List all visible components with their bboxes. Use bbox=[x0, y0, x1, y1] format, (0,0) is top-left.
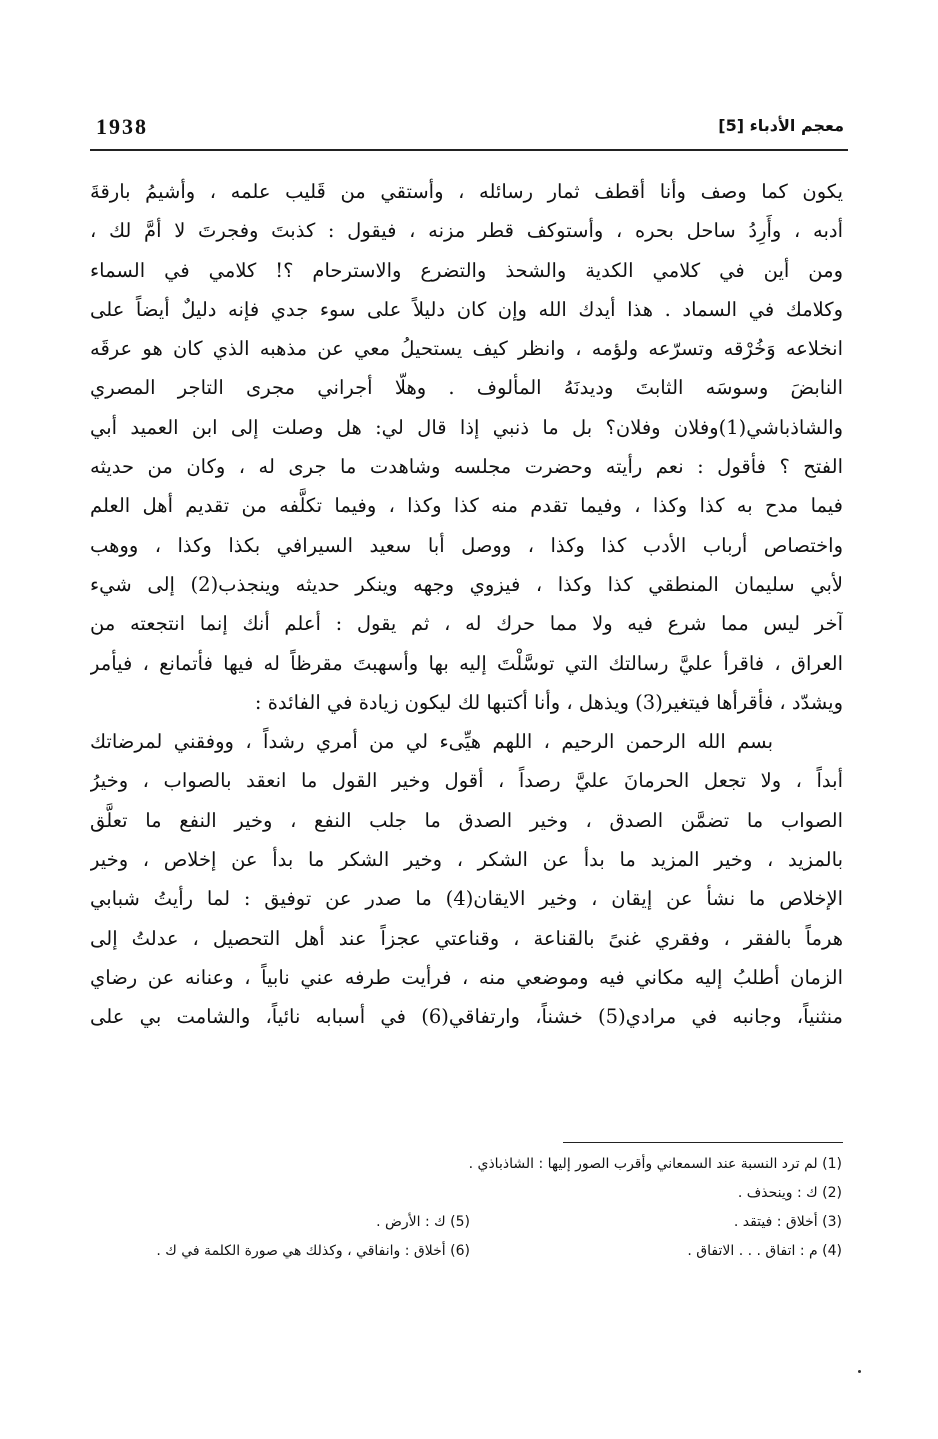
footnote-5: (5) ك : الأرض . bbox=[376, 1214, 470, 1230]
text-line: وكلامك في السماد . هذا أيدك الله وإن كان دليلاً على سوء جدي فإنه دليلٌ أيضاً على bbox=[90, 297, 843, 321]
footnote-6: (6) أخلاق : وانفاقي ، وكذلك هي صورة الكلمة في ك . bbox=[156, 1243, 470, 1259]
running-header-title: معجم الأدباء [5] bbox=[718, 116, 844, 135]
text-line: ومن أين في كلامي الكدية والشحذ والتضرع والاسترحام ؟! كلامي في السماء bbox=[90, 258, 843, 282]
footnote-row bbox=[90, 1237, 842, 1266]
text-line: النابضَ وسوسَه الثابتَ وديدنَهُ المألوف . وهلّا أجراني مجرى التاجر المصري bbox=[90, 376, 843, 400]
text-line: الإخلاص ما نشأ عن إيقان ، وخير الايقان(4) ما صدر عن توفيق : لما رأيتُ شبابي bbox=[90, 887, 843, 911]
text-line: الفتح ؟ فأقول : نعم رأيته وحضرت مجلسه وشاهدت ما جرى له ، وكان من حديثه bbox=[90, 455, 843, 479]
paragraph-start-line: بسم الله الرحمن الرحيم ، اللهم هيِّىء لي من أمري رشداً ، ووفقني لمرضاتك bbox=[90, 730, 773, 754]
text-line: ويشدّد ، فأقرأها فيتغير(3) ويذهل ، وأنا أكتبها لك ليكون زيادة في الفائدة : bbox=[254, 690, 843, 714]
text-line: لأبي سليمان المنطقي كذا وكذا ، فيزوي وجهه وينكر حديثه وينجذب(2) إلى شيء bbox=[90, 572, 843, 596]
text-line: الصواب ما تضمَّن الصدق ، وخير الصدق ما جلب النفع ، وخير النفع ما تعلَّق bbox=[90, 808, 843, 832]
scan-speck bbox=[858, 1370, 861, 1373]
text-line: العراق ، فاقرأ عليَّ رسالتك التي توسَّلْتَ إليه بها وأسهبتَ مقرظاً له فيها فأتمانع ، فيأمر bbox=[90, 651, 843, 675]
text-line: بالمزيد ، وخير المزيد ما بدأ عن الشكر ، وخير الشكر ما بدأ عن إخلاص ، وخير bbox=[90, 848, 843, 872]
footnote-2: (2) ك : وينحذف . bbox=[737, 1185, 842, 1201]
text-line: الزمان أطلبُ إليه مكاني فيه وموضعي منه ، فرأيت طرفه عني نابياً ، وعنانه عن رضاي bbox=[90, 965, 843, 989]
text-line: أبداً ، ولا تجعل الحرمانَ عليَّ رصداً ، أقول وخير القول ما انعقد بالصواب ، وخيرُ bbox=[90, 769, 843, 793]
text-line: واختصاص أرباب الأدب كذا وكذا ، ووصل أبا سعيد السيرافي بكذا وكذا ، ووهب bbox=[90, 533, 843, 557]
text-line: آخر ليس مما شرع فيه ولا مما حرك له ، ثم يقول : أعلم أنك إنما انتجعته من bbox=[90, 612, 843, 636]
text-line: أدبه ، وأَرِدُ ساحل بحره ، وأستوكف قطر مزنه ، فيقول : كذبتَ وفجرتَ لا أمَّ لك ، bbox=[90, 219, 843, 243]
footnote-1: (1) لم ترد النسبة عند السمعاني وأقرب الصور إليها : الشاذباذي . bbox=[468, 1156, 842, 1172]
footnotes bbox=[90, 1150, 842, 1266]
text-line: فيما مدح به كذا وكذا ، وفيما تقدم منه كذا وكذا ، وفيما تكلَّفه من تقديم أهل العلم bbox=[90, 494, 843, 518]
footnote-rule bbox=[563, 1142, 843, 1143]
text-line: والشاذباشي(1)وفلان وفلان؟ بل ما ذنبي إذا قال لي: هل وصلت إلى ابن العميد أبي bbox=[90, 415, 843, 439]
footnote-row bbox=[90, 1208, 842, 1237]
text-line: انخلاعه وَخُرْقه وتسرّعه ولؤمه ، وانظر كيف يستحيلُ معي عن مذهبه الذي كان هو عرقَه bbox=[90, 337, 843, 361]
text-line: يكون كما وصف وأنا أقطف ثمار رسائله ، وأستقي من قَليب علمه ، وأشيمُ بارقةَ bbox=[90, 180, 843, 203]
text-line: منثنياً، وجانبه في مرادي(5) خشناً، وارتفاقي(6) في أسبابه نائياً، والشامت بي على bbox=[90, 1005, 843, 1029]
footnote-3: (3) أخلاق : فيتقد . bbox=[733, 1214, 842, 1230]
body-text bbox=[90, 172, 843, 1037]
text-line: هرماً بالفقر ، وفقري غنىً بالقناعة ، وقناعتي عجزاً عند أهل التحصيل ، عدلتُ إلى bbox=[90, 926, 843, 950]
footnote-4: (4) م : اتفاق . . . الاتفاق . bbox=[687, 1243, 842, 1259]
page-number: 1938 bbox=[96, 114, 148, 139]
header-rule bbox=[90, 149, 848, 151]
